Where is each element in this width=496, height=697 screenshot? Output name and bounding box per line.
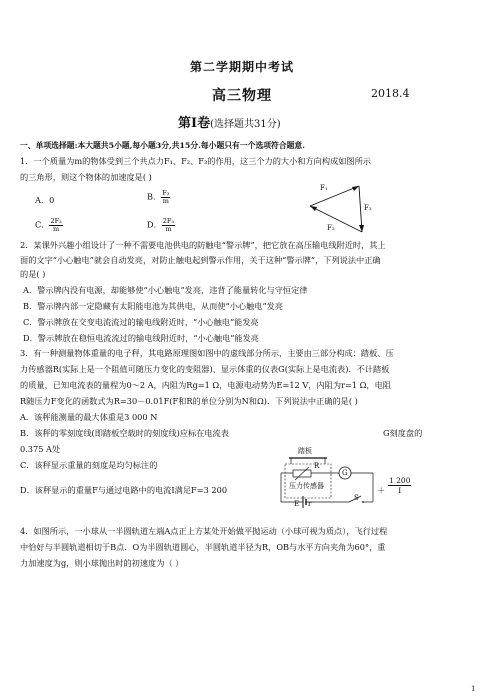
q3-option-c: C．该秤显示重量的刻度是均匀标注的	[20, 460, 158, 470]
q3-label-e: E	[294, 500, 300, 508]
section-heading: 一、单项选择题:本大题共5小题,每小题3分,共15分.每小题只有一个选项符合题意.	[20, 141, 305, 150]
q3-resistor-arrow	[295, 467, 309, 480]
q3-option-d: D．该秤显示的重量F与通过电路中的电流I满足F=3 200	[20, 485, 228, 495]
q1-option-d	[147, 218, 175, 233]
q2-line2: 面的文字“小心触电”就会自动发亮，对防止触电起到警示作用，关于这种“警示牌”，下列说法中正确	[20, 255, 381, 265]
exam-title: 第二学期期中考试	[190, 60, 295, 74]
q3-label-r-internal: r	[308, 500, 312, 508]
q1-option-b-den: m	[162, 197, 169, 205]
q3-label-sensor: 压力传感器	[289, 482, 324, 490]
q2-option-d: D．警示牌放在稳恒电流流过的输电线附近时，“小心触电”能发亮	[23, 333, 259, 343]
q1-option-b-num: F₃	[162, 189, 170, 197]
q1-option-d-label: D．	[147, 219, 162, 230]
q2-option-b: B．警示牌内部一定隐藏有太阳能电池为其供电，从而使“小心触电”发亮	[23, 301, 284, 311]
q1-option-d-den: m	[165, 225, 172, 233]
q1-option-c-fraction	[49, 218, 62, 233]
q1-option-b-fraction	[161, 190, 170, 205]
q1-label-f1: F₁	[320, 184, 328, 192]
q1-option-c-label: C．	[35, 219, 50, 230]
q1-option-c	[35, 218, 63, 233]
q3-label-g: G	[342, 469, 348, 477]
q3-label-r: R	[314, 462, 320, 470]
q1-option-a: A．0	[35, 195, 55, 205]
q4-line3: 力加速度为g，则小球抛出时的初速度为（ ）	[20, 558, 184, 568]
q1-force-f2-line	[310, 206, 362, 232]
q1-label-f3: F₃	[364, 204, 372, 212]
q2-line3: 的是( )	[20, 269, 46, 279]
q1-arrow-f2	[310, 206, 317, 211]
part-title-sub: (选择题共31分)	[210, 119, 281, 130]
q1-option-d-fraction	[162, 218, 175, 233]
q3-option-d-fraction	[388, 476, 411, 495]
part-title	[178, 112, 281, 131]
q3-option-d-plus: ＋	[377, 485, 386, 495]
page-number: 1	[471, 685, 476, 693]
q3-fraction	[388, 476, 411, 495]
q1-line1: 1．一个质量为m的物体受到三个共点力F₁、F₂、F₃的作用，这三个力的大小和方向构成如图所示	[20, 156, 371, 166]
q3-option-b: B．该秤的零刻度线(即踏板空载时的刻度线)应标在电流表	[20, 428, 229, 438]
q1-label-f2: F₂	[327, 224, 335, 232]
q1-force-triangle-figure	[304, 180, 384, 238]
q1-option-c-den: m	[53, 225, 60, 233]
q4-line1: 4．如图所示，一小球从一半圆轨道左端A点正上方某处开始做平抛运动（小球可视为质点），飞行过程	[20, 526, 388, 536]
q1-arrow-f1	[352, 186, 359, 191]
q2-line1: 2．某课外兴趣小组设计了一种不需要电池供电的防触电“警示牌”，把它放在高压输电线附近时，其上	[20, 240, 386, 250]
q3-line4: R随压力F变化的函数式为R=30－0.01F(F和R的单位分别为N和Ω)．下列说法中正确的是( )	[20, 396, 358, 406]
q3-line3: 的质量，已知电流表的量程为0～2 A，内阻为Rg=1 Ω，电源电动势为E=12 V，内阻为r=1 Ω，电阻	[20, 380, 391, 390]
part-title-main: 第Ⅰ卷	[178, 116, 211, 131]
q3-line2: 力传感器R(实际上是一个阻值可随压力变化的变阻器)、显示体重的仪表G(实际上是电流表)．不计踏板	[20, 364, 390, 374]
q3-label-pedal: 踏板	[298, 447, 312, 455]
q2-option-c: C．警示牌放在交变电流流过的输电线附近时，“小心触电”能发亮	[23, 317, 259, 327]
exam-date: 2018.4	[371, 87, 410, 100]
q4-line2: 中恰好与半圆轨道相切于B点．O为半圆轨道圆心，半圆轨道半径为R，OB与水平方向夹角为60°，重	[20, 542, 386, 552]
q3-fraction-den: I	[398, 486, 402, 495]
q3-line1: 3．有一种测量物体重量的电子秤，其电路原理图如图中的虚线部分所示，主要由三部分构成：踏板、压	[20, 348, 394, 358]
q1-option-c-num: 2F₂	[50, 217, 62, 225]
q1-option-b	[147, 190, 170, 205]
q1-option-d-num: 2F₃	[162, 217, 175, 225]
q1-option-b-label: B．	[147, 191, 162, 202]
q3-switch-contact	[362, 501, 364, 503]
q1-force-f1-line	[310, 186, 359, 206]
q2-option-a: A．警示牌内没有电源，却能够使“小心触电”发亮，违背了能量转化与守恒定律	[23, 285, 308, 295]
q1-line2: 的三角形，则这个物体的加速度是( )	[20, 172, 152, 182]
q3-option-b-right: G刻度盘的	[383, 428, 423, 438]
q3-label-s: S	[354, 494, 359, 502]
q3-option-a: A．该秤能测量的最大体重是3 000 N	[20, 412, 158, 422]
subject-title: 高三物理	[212, 88, 272, 104]
q3-option-b-line2: 0.375 A处	[20, 444, 61, 454]
q3-fraction-num: 1 200	[389, 476, 411, 485]
